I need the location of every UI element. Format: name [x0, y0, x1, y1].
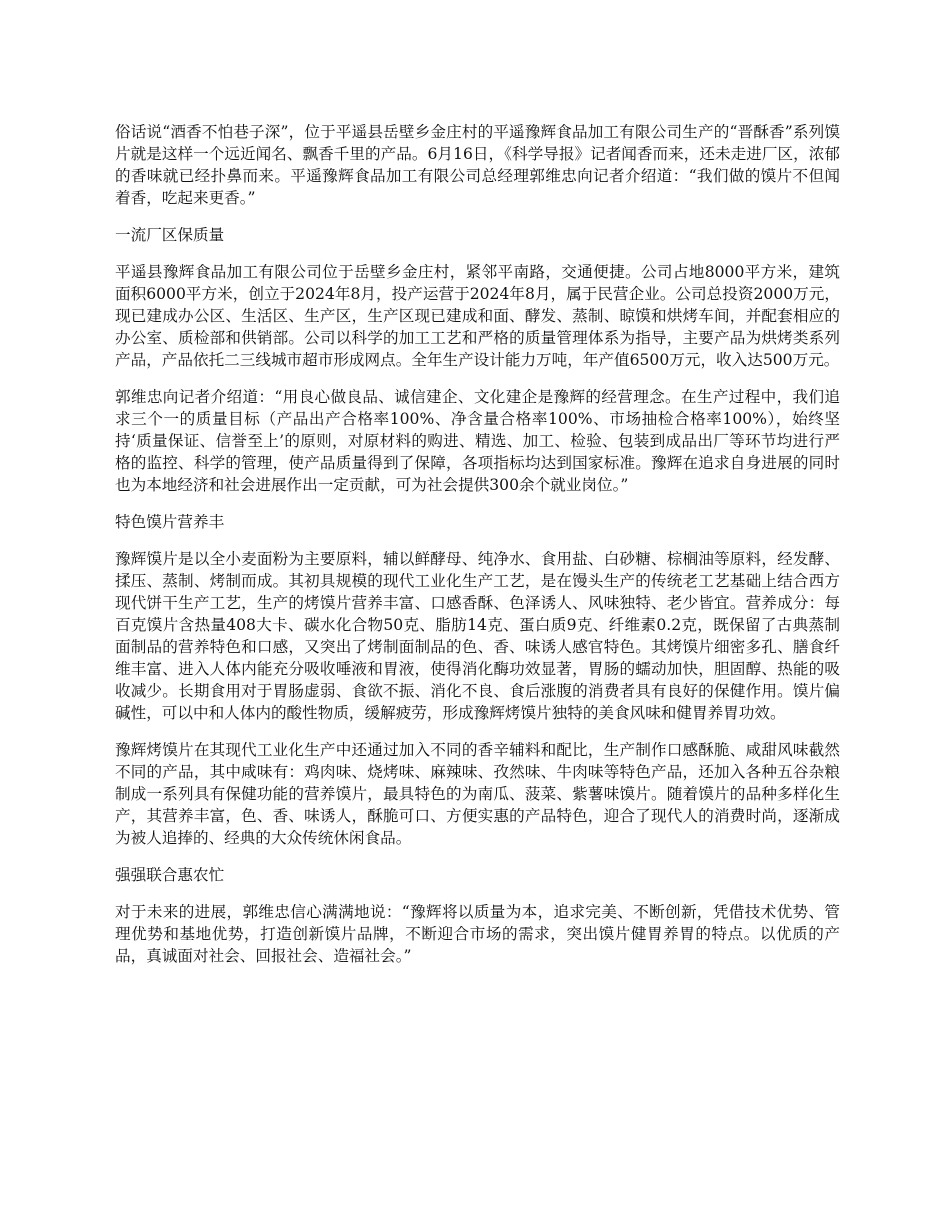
paragraph-company-overview: 平遥县豫辉食品加工有限公司位于岳壁乡金庄村，紧邻平南路，交通便捷。公司占地8000平方米，建筑面积6000平方米，创立于2024年8月，投产运营于2024年8月，属于民营企业。公司总投资2000万元，现已建成办公区、生活区、生产区，生产区现已建成和面、酵发、蒸制、晾馍和烘烤车间，并配套相应的办公室、质检部和供销部。公司以科学的加工工艺和严格的质量管理体系为指导，主要产品为烘烤类系列产品，产品依托二三线城市超市形成网点。全年生产设计能力万吨，年产值6500万元，收入达500万元。: [115, 263, 840, 369]
section-heading-quality: 一流厂区保质量: [115, 226, 225, 244]
section-heading-nutrition: 特色馍片营养丰: [115, 513, 225, 531]
document-body: [115, 121, 840, 982]
paragraph-future: 对于未来的进展，郭维忠信心满满地说：“豫辉将以质量为本，追求完美、不断创新，凭借技术优势、管理优势和基地优势，打造创新馍片品牌，不断迎合市场的需求，突出馍片健胃养胃的特点。以优质的产品，真诚面对社会、回报社会、造福社会。”: [115, 903, 840, 965]
section-heading-cooperation: 强强联合惠农忙: [115, 866, 225, 884]
paragraph-quality-philosophy: 郭维忠向记者介绍道：“用良心做良品、诚信建企、文化建企是豫辉的经营理念。在生产过程中，我们追求三个一的质量目标（产品出产合格率100%、净含量合格率100%、市场抽检合格率100%），始终坚持‘质量保证、信誉至上’的原则，对原材料的购进、精选、加工、检验、包装到成品出厂等环节均进行严格的监控、科学的管理，使产品质量得到了保障，各项指标均达到国家标准。豫辉在追求自身进展的同时也为本地经济和社会进展作出一定贡献，可为社会提供300余个就业岗位。”: [115, 388, 840, 494]
paragraph-flavors: 豫辉烤馍片在其现代工业化生产中还通过加入不同的香辛辅料和配比，生产制作口感酥脆、咸甜风味截然不同的产品，其中咸味有：鸡肉味、烧烤味、麻辣味、孜然味、牛肉味等特色产品，还加入各种五谷杂粮制成一系列具有保健功能的营养馍片，最具特色的为南瓜、菠菜、紫薯味馍片。随着馍片的品种多样化生产，其营养丰富，色、香、味诱人，酥脆可口、方便实惠的产品特色，迎合了现代人的消费时尚，逐渐成为被人追捧的、经典的大众传统休闲食品。: [115, 741, 840, 847]
paragraph-intro: 俗话说“酒香不怕巷子深”，位于平遥县岳壁乡金庄村的平遥豫辉食品加工有限公司生产的“晋酥香”系列馍片就是这样一个远近闻名、飘香千里的产品。6月16日，《科学导报》记者闻香而来，还未走进厂区，浓郁的香味就已经扑鼻而来。平遥豫辉食品加工有限公司总经理郭维忠向记者介绍道：“我们做的馍片不但闻着香，吃起来更香。”: [115, 123, 840, 207]
paragraph-nutrition: 豫辉馍片是以全小麦面粉为主要原料，辅以鲜酵母、纯净水、食用盐、白砂糖、棕榈油等原料，经发酵、揉压、蒸制、烤制而成。其初具规模的现代工业化生产工艺，是在馒头生产的传统老工艺基础上结合西方现代饼干生产工艺，生产的烤馍片营养丰富、口感香酥、色泽诱人、风味独特、老少皆宜。营养成分：每百克馍片含热量408大卡、碳水化合物50克、脂肪14克、蛋白质9克、纤维素0.2克，既保留了古典蒸制面制品的营养特色和口感，又突出了烤制面制品的色、香、味诱人感官特色。其烤馍片细密多孔、膳食纤维丰富、进入人体内能充分吸收唾液和胃液，使得消化酶功效显著，胃肠的蠕动加快，胆固醇、热能的吸收减少。长期食用对于胃肠虚弱、食欲不振、消化不良、食后涨腹的消费者具有良好的保健作用。馍片偏碱性，可以中和人体内的酸性物质，缓解疲劳，形成豫辉烤馍片独特的美食风味和健胃养胃功效。: [115, 550, 840, 722]
